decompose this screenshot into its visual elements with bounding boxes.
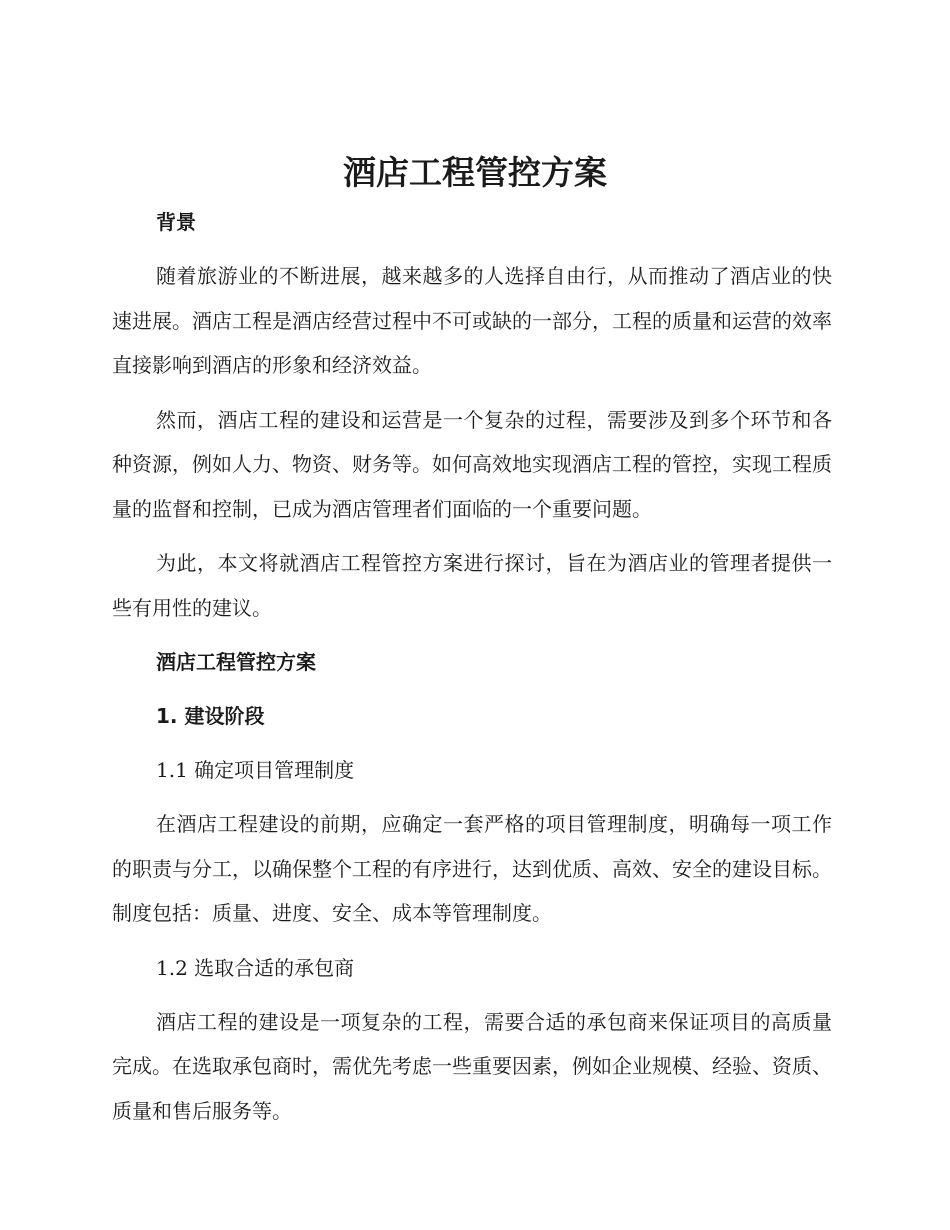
subsection-heading-1-1: 1.1 确定项目管理制度 [156,758,355,782]
paragraph-background-1: 随着旅游业的不断进展，越来越多的人选择自由行，从而推动了酒店业的快速进展。酒店工程是酒店经营过程中不可或缺的一部分，工程的质量和运营的效率直接影响到酒店的形象和经济效益。 [112,264,832,377]
document-body [112,200,832,1133]
paragraph-background-3: 为此，本文将就酒店工程管控方案进行探讨，旨在为酒店业的管理者提供一些有用性的建议。 [112,551,832,620]
paragraph-1-2: 酒店工程的建设是一项复杂的工程，需要合适的承包商来保证项目的高质量完成。在选取承包商时，需优先考虑一些重要因素，例如企业规模、经验、资质、质量和售后服务等。 [112,1009,832,1123]
document-title: 酒店工程管控方案 [343,153,607,192]
section-heading-plan: 酒店工程管控方案 [156,650,316,674]
paragraph-background-2: 然而，酒店工程的建设和运营是一个复杂的过程，需要涉及到多个环节和各种资源，例如人力、物资、财务等。如何高效地实现酒店工程的管控，实现工程质量的监督和控制，已成为酒店管理者们面临的一个重要问题。 [112,407,832,521]
section-heading-stage-1: 1. 建设阶段 [156,704,265,728]
paragraph-1-1: 在酒店工程建设的前期，应确定一套严格的项目管理制度，明确每一项工作的职责与分工，以确保整个工程的有序进行，达到优质、高效、安全的建设目标。制度包括：质量、进度、安全、成本等管理制度。 [112,812,832,925]
subsection-heading-1-2: 1.2 选取合适的承包商 [156,955,355,980]
section-heading-background: 背景 [156,210,196,234]
